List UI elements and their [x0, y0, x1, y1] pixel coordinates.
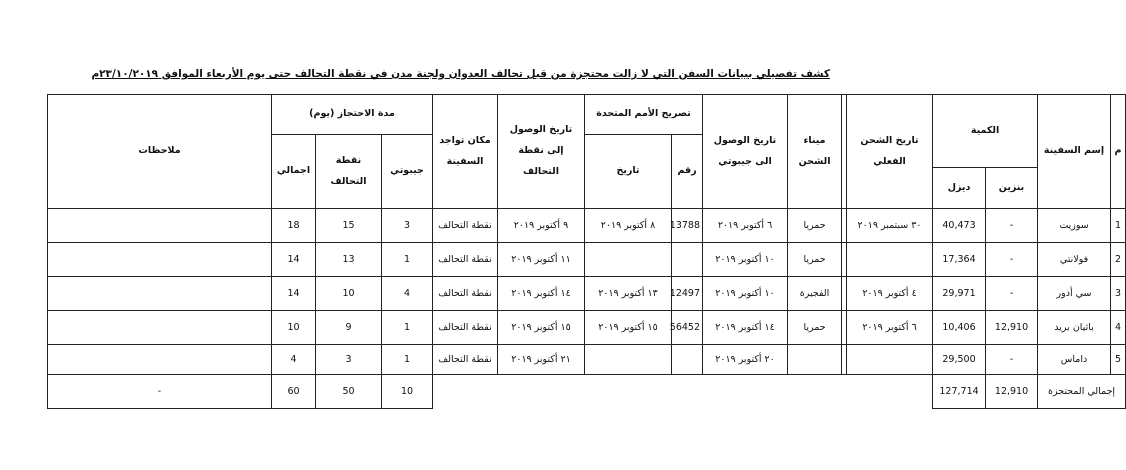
arrival-djibouti: ١٠ أكتوبر ٢٠١٩: [703, 243, 788, 277]
total-notes: -: [48, 375, 272, 409]
totals-row: [48, 375, 1126, 409]
days-coalition: 3: [316, 345, 382, 375]
spacer-cell: [842, 345, 847, 375]
table-row: [48, 243, 1126, 277]
header-benzene: بنزين: [986, 168, 1038, 209]
ship-name: سي أدور: [1038, 277, 1111, 311]
detained-ships-table: [47, 94, 1126, 409]
days-total: 18: [272, 209, 316, 243]
notes: [48, 277, 272, 311]
header-spacer: [842, 95, 847, 209]
days-djibouti: 3: [382, 209, 433, 243]
table-row: [48, 345, 1126, 375]
header-loading-port: ميناء الشحن: [788, 95, 842, 209]
ship-name: داماس: [1038, 345, 1111, 375]
loading-port: حمريا: [788, 243, 842, 277]
arrival-coalition: ٢١ أكتوبر ٢٠١٩: [498, 345, 585, 375]
permit-number: 12497: [672, 277, 703, 311]
days-total: 4: [272, 345, 316, 375]
arrival-djibouti: ٦ أكتوبر ٢٠١٩: [703, 209, 788, 243]
loading-date: ٣٠ سبتمبر ٢٠١٩: [847, 209, 933, 243]
loading-port: حمريا: [788, 209, 842, 243]
header-detention-djibouti: جيبوتي: [382, 135, 433, 209]
total-days: 60: [272, 375, 316, 409]
header-arrival-coalition: تاريخ الوصول إلى نقطة التحالف: [498, 95, 585, 209]
ship-location: نقطة التحالف: [433, 243, 498, 277]
days-coalition: 15: [316, 209, 382, 243]
header-no: م: [1111, 95, 1126, 209]
ship-location: نقطة التحالف: [433, 345, 498, 375]
spacer-cell: [842, 311, 847, 345]
row-no: 2: [1111, 243, 1126, 277]
header-permit-date: تاريخ: [585, 135, 672, 209]
notes: [48, 311, 272, 345]
days-djibouti: 1: [382, 243, 433, 277]
diesel-qty: 40,473: [933, 209, 986, 243]
days-coalition: 13: [316, 243, 382, 277]
ship-location: نقطة التحالف: [433, 311, 498, 345]
days-total: 10: [272, 311, 316, 345]
header-diesel: ديزل: [933, 168, 986, 209]
permit-date: [585, 345, 672, 375]
arrival-coalition: ١٤ أكتوبر ٢٠١٩: [498, 277, 585, 311]
header-arrival-djibouti: تاريخ الوصول الى جيبوتي: [703, 95, 788, 209]
permit-date: ١٣ أكتوبر ٢٠١٩: [585, 277, 672, 311]
header-un-permit: تصريح الأمم المتحدة: [585, 95, 703, 135]
header-detention-coalition: نقطة التحالف: [316, 135, 382, 209]
arrival-coalition: ١٥ أكتوبر ٢٠١٩: [498, 311, 585, 345]
permit-number: [672, 345, 703, 375]
arrival-coalition: ٩ أكتوبر ٢٠١٩: [498, 209, 585, 243]
diesel-qty: 29,971: [933, 277, 986, 311]
loading-date: [847, 345, 933, 375]
diesel-qty: 17,364: [933, 243, 986, 277]
notes: [48, 209, 272, 243]
permit-number: 56452: [672, 311, 703, 345]
loading-date: [847, 243, 933, 277]
notes: [48, 345, 272, 375]
notes: [48, 243, 272, 277]
table-row: [48, 311, 1126, 345]
arrival-coalition: ١١ أكتوبر ٢٠١٩: [498, 243, 585, 277]
row-no: 5: [1111, 345, 1126, 375]
header-detention-period: مدة الاحتجاز (يوم): [272, 95, 433, 135]
permit-date: ١٥ أكتوبر ٢٠١٩: [585, 311, 672, 345]
days-coalition: 10: [316, 277, 382, 311]
benzene-qty: -: [986, 243, 1038, 277]
header-actual-loading-date: تاريخ الشحن الفعلي: [847, 95, 933, 209]
table-row: [48, 277, 1126, 311]
days-total: 14: [272, 277, 316, 311]
permit-date: ٨ أكتوبر ٢٠١٩: [585, 209, 672, 243]
totals-spacer: [433, 375, 933, 409]
days-djibouti: 4: [382, 277, 433, 311]
header-quantity: الكمية: [933, 95, 1038, 168]
document-title: كشف تفصيلي ببيانات السفن التي لا زالت محتجزة من قبل تحالف العدوان ولجنة مدن في نقطة التحالف حتى يوم الأربعاء الموافق ٢٣/١٠/٢٠١٩م: [91, 68, 830, 80]
diesel-qty: 10,406: [933, 311, 986, 345]
total-days-djibouti: 10: [382, 375, 433, 409]
benzene-qty: -: [986, 277, 1038, 311]
loading-date: ٤ أكتوبر ٢٠١٩: [847, 277, 933, 311]
spacer-cell: [842, 209, 847, 243]
days-djibouti: 1: [382, 345, 433, 375]
days-coalition: 9: [316, 311, 382, 345]
header-ship-location: مكان تواجد السفينة: [433, 95, 498, 209]
ship-name: سوزيت: [1038, 209, 1111, 243]
loading-port: الفجيرة: [788, 277, 842, 311]
loading-date: ٦ أكتوبر ٢٠١٩: [847, 311, 933, 345]
days-djibouti: 1: [382, 311, 433, 345]
permit-number: 13788: [672, 209, 703, 243]
permit-number: [672, 243, 703, 277]
spacer-cell: [842, 277, 847, 311]
diesel-qty: 29,500: [933, 345, 986, 375]
ship-name: فولانتي: [1038, 243, 1111, 277]
header-permit-number: رقم: [672, 135, 703, 209]
row-no: 1: [1111, 209, 1126, 243]
header-ship-name: إسم السفينة: [1038, 95, 1111, 209]
benzene-qty: -: [986, 345, 1038, 375]
totals-label: إجمالي المحتجزة: [1038, 375, 1126, 409]
total-diesel: 127,714: [933, 375, 986, 409]
total-days-coalition: 50: [316, 375, 382, 409]
header-detention-total: اجمالي: [272, 135, 316, 209]
arrival-djibouti: ٢٠ أكتوبر ٢٠١٩: [703, 345, 788, 375]
arrival-djibouti: ١٤ أكتوبر ٢٠١٩: [703, 311, 788, 345]
table-row: [48, 209, 1126, 243]
days-total: 14: [272, 243, 316, 277]
row-no: 3: [1111, 277, 1126, 311]
benzene-qty: 12,910: [986, 311, 1038, 345]
permit-date: [585, 243, 672, 277]
total-benzene: 12,910: [986, 375, 1038, 409]
loading-port: [788, 345, 842, 375]
loading-port: حمريا: [788, 311, 842, 345]
row-no: 4: [1111, 311, 1126, 345]
ship-location: نقطة التحالف: [433, 209, 498, 243]
benzene-qty: -: [986, 209, 1038, 243]
arrival-djibouti: ١٠ أكتوبر ٢٠١٩: [703, 277, 788, 311]
ship-location: نقطة التحالف: [433, 277, 498, 311]
header-notes: ملاحظات: [48, 95, 272, 209]
ship-name: باثيان بريد: [1038, 311, 1111, 345]
spacer-cell: [842, 243, 847, 277]
